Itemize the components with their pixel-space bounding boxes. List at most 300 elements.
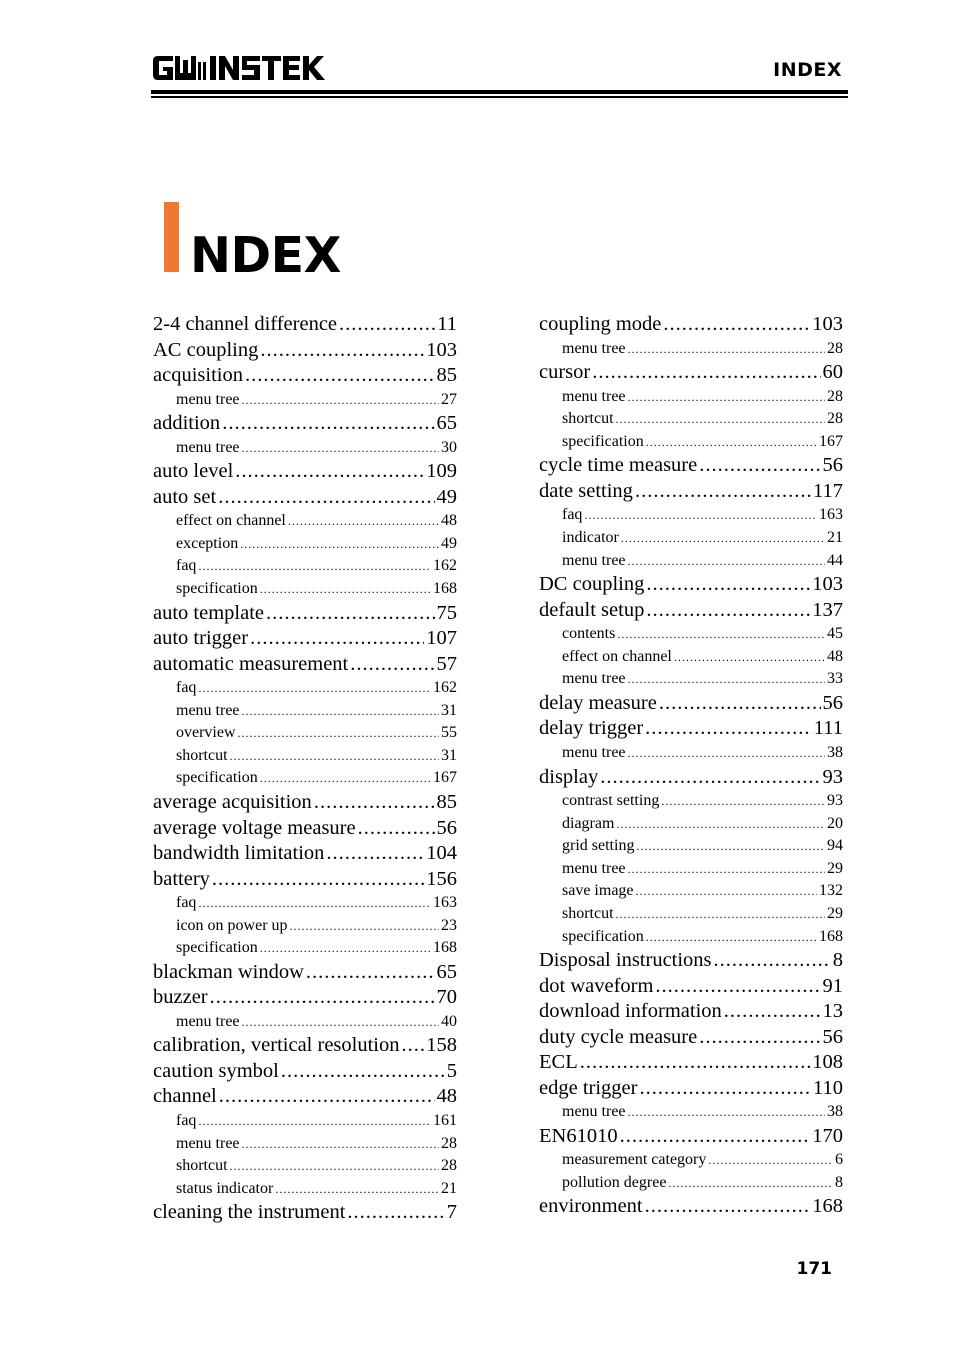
index-term: DC coupling [539, 573, 645, 596]
page-reference: 29 [827, 905, 843, 922]
dot-leader [620, 1124, 811, 1150]
index-entry [153, 312, 457, 338]
page-reference: 11 [437, 313, 457, 335]
index-entry [153, 1200, 457, 1226]
dot-leader [240, 533, 439, 556]
index-entry [539, 691, 843, 717]
index-term: menu tree [176, 438, 240, 456]
dot-leader [275, 1178, 439, 1201]
page-reference: 104 [426, 842, 457, 865]
index-term: date setting [539, 479, 633, 502]
page-reference: 85 [436, 364, 457, 386]
dot-leader [646, 431, 817, 454]
page-reference: 65 [436, 412, 457, 435]
index-subentry [153, 745, 457, 768]
dot-leader [646, 926, 817, 949]
page-reference: 108 [812, 1051, 843, 1074]
page-reference: 56 [822, 454, 843, 477]
dot-leader [260, 338, 424, 364]
page-reference: 91 [822, 974, 843, 997]
page-reference: 156 [426, 867, 457, 890]
index-term: cursor [539, 361, 591, 384]
dot-leader [350, 652, 434, 678]
page-reference: 8 [835, 1173, 843, 1191]
index-term: average acquisition [153, 791, 312, 814]
page-reference: 162 [433, 557, 457, 575]
page-reference: 109 [426, 460, 457, 483]
index-subentry [153, 437, 457, 460]
index-term: menu tree [562, 743, 626, 761]
dot-leader [260, 937, 431, 960]
dot-leader [238, 722, 439, 745]
page-number: 171 [796, 1259, 832, 1279]
page-reference: 29 [827, 859, 843, 877]
index-entry [539, 360, 843, 386]
index-entry [539, 1050, 843, 1076]
dot-leader [242, 700, 439, 723]
page-reference: 65 [436, 960, 457, 983]
index-entry [153, 1033, 457, 1059]
dot-leader [245, 363, 435, 389]
index-term: blackman window [153, 960, 304, 983]
page-reference: 103 [812, 313, 843, 335]
page-reference: 168 [433, 579, 457, 597]
index-entry [539, 479, 843, 505]
dot-leader [401, 1033, 424, 1059]
page-reference: 8 [832, 949, 843, 972]
index-entry [153, 985, 457, 1011]
section-title: INDEX [773, 59, 842, 81]
page-reference: 107 [426, 627, 457, 650]
page-reference: 27 [441, 390, 457, 408]
index-subentry [539, 1149, 843, 1172]
index-entry [539, 1025, 843, 1051]
dot-leader [260, 578, 431, 601]
index-term: cleaning the instrument [153, 1201, 346, 1224]
index-term: specification [176, 769, 258, 787]
dot-leader [628, 338, 825, 361]
index-subentry [539, 790, 843, 813]
index-term: calibration, vertical resolution [153, 1034, 400, 1057]
index-term: overview [176, 724, 236, 742]
gw-instek-logo [153, 56, 325, 82]
dot-leader [628, 550, 825, 573]
index-term: menu tree [176, 701, 240, 719]
index-subentry [539, 646, 843, 669]
index-subentry [539, 431, 843, 454]
dot-leader [288, 510, 439, 533]
dot-leader [242, 437, 439, 460]
page-reference: 40 [441, 1012, 457, 1030]
page-reference: 28 [827, 339, 843, 357]
dot-leader [230, 1155, 439, 1178]
dot-leader [281, 1059, 445, 1085]
dot-leader [600, 765, 820, 791]
page-reference: 28 [441, 1134, 457, 1152]
index-term: default setup [539, 598, 645, 621]
index-term: EN61010 [539, 1124, 618, 1147]
dot-leader [580, 1050, 811, 1076]
index-term: menu tree [562, 339, 626, 357]
index-subentry [539, 926, 843, 949]
dot-leader [347, 1200, 444, 1226]
index-subentry [539, 813, 843, 836]
dot-leader [645, 1194, 811, 1220]
index-term: channel [153, 1085, 217, 1108]
page-reference: 117 [813, 479, 843, 502]
index-subentry [539, 527, 843, 550]
page-reference: 33 [827, 670, 843, 688]
dot-leader [668, 1172, 833, 1195]
page-reference: 161 [433, 1111, 457, 1129]
dot-leader [628, 668, 825, 691]
index-subentry [539, 1101, 843, 1124]
index-entry [153, 1059, 457, 1085]
dot-leader [636, 880, 817, 903]
page-reference: 44 [827, 551, 843, 569]
page-reference: 132 [819, 882, 843, 900]
index-subentry [539, 623, 843, 646]
page-reference: 49 [436, 485, 457, 508]
dot-leader [661, 790, 825, 813]
dot-leader [628, 742, 825, 765]
index-entry [153, 790, 457, 816]
index-subentry [153, 915, 457, 938]
index-entry [539, 974, 843, 1000]
dot-leader [621, 527, 825, 550]
index-subentry [539, 880, 843, 903]
dot-leader [659, 691, 821, 717]
index-term: addition [153, 412, 221, 435]
index-subentry [153, 510, 457, 533]
dot-leader [198, 677, 431, 700]
index-term: auto level [153, 460, 234, 483]
page-reference: 6 [835, 1151, 843, 1169]
page-reference: 20 [827, 814, 843, 832]
page-reference: 167 [819, 432, 843, 450]
page-reference: 56 [822, 691, 843, 714]
header-rule-thin [151, 96, 848, 98]
page-reference: 31 [441, 746, 457, 764]
page-reference: 168 [433, 939, 457, 957]
page-reference: 162 [433, 679, 457, 697]
dot-leader [616, 408, 825, 431]
index-term: faq [562, 506, 583, 524]
dot-leader [266, 601, 435, 627]
index-term: delay trigger [539, 717, 644, 740]
index-subentry [539, 858, 843, 881]
index-term: 2-4 channel difference [153, 313, 338, 335]
index-entry [153, 601, 457, 627]
index-subentry [153, 1178, 457, 1201]
index-term: menu tree [176, 1012, 240, 1030]
dot-leader [645, 716, 812, 742]
index-subentry [153, 722, 457, 745]
index-entry [153, 1084, 457, 1110]
dot-leader [699, 1025, 820, 1051]
index-term: duty cycle measure [539, 1025, 698, 1048]
dot-leader [290, 915, 439, 938]
page-reference: 28 [827, 387, 843, 405]
dot-leader [339, 312, 435, 338]
page-reference: 48 [441, 512, 457, 530]
index-subentry [153, 1155, 457, 1178]
index-term: grid setting [562, 837, 635, 855]
dot-leader [628, 858, 825, 881]
dot-leader [230, 745, 439, 768]
dot-leader [635, 479, 811, 505]
dot-leader [210, 985, 435, 1011]
dot-leader [306, 960, 435, 986]
page-reference: 5 [446, 1059, 457, 1082]
index-term: menu tree [562, 551, 626, 569]
index-entry [153, 485, 457, 511]
dot-leader [219, 1084, 435, 1110]
dot-leader [636, 835, 825, 858]
dot-leader [326, 841, 424, 867]
index-term: average voltage measure [153, 816, 356, 839]
index-term: shortcut [562, 905, 614, 922]
page-reference: 60 [822, 361, 843, 384]
dot-leader [646, 598, 810, 624]
index-entry [539, 1194, 843, 1220]
index-term: acquisition [153, 364, 243, 386]
page-reference: 55 [441, 724, 457, 742]
index-subentry [153, 555, 457, 578]
index-subentry [153, 677, 457, 700]
index-term: faq [176, 1111, 197, 1129]
page-reference: 7 [446, 1201, 457, 1224]
index-subentry [153, 1110, 457, 1133]
dot-leader [639, 1076, 811, 1102]
dot-leader [222, 411, 434, 437]
dot-leader [235, 459, 424, 485]
index-term: menu tree [562, 1103, 626, 1121]
page-reference: 85 [436, 791, 457, 814]
dot-leader [616, 813, 825, 836]
index-subentry [153, 700, 457, 723]
page-reference: 110 [813, 1076, 843, 1099]
page-reference: 13 [822, 1000, 843, 1023]
index-term: status indicator [176, 1179, 274, 1197]
index-term: icon on power up [176, 916, 288, 934]
index-subentry [539, 386, 843, 409]
page-reference: 168 [819, 927, 843, 945]
dot-leader [674, 646, 825, 669]
page-reference: 158 [426, 1034, 457, 1057]
index-subentry [153, 937, 457, 960]
index-subentry [153, 1133, 457, 1156]
page-reference: 70 [436, 986, 457, 1009]
index-entry [539, 1076, 843, 1102]
index-term: faq [176, 679, 197, 697]
index-entry [153, 816, 457, 842]
page-reference: 137 [812, 598, 843, 621]
index-term: menu tree [562, 387, 626, 405]
index-subentry [539, 742, 843, 765]
page-reference: 21 [827, 528, 843, 546]
page-reference: 28 [441, 1157, 457, 1175]
dot-leader [198, 555, 431, 578]
index-entry [539, 453, 843, 479]
index-subentry [539, 668, 843, 691]
title-initial-bar [164, 202, 179, 272]
dot-leader [218, 485, 434, 511]
index-term: ECL [539, 1051, 578, 1074]
dot-leader [628, 1101, 825, 1124]
dot-leader [708, 1149, 833, 1172]
index-entry [539, 598, 843, 624]
index-entry [539, 716, 843, 742]
index-term: bandwidth limitation [153, 842, 325, 865]
index-entry [153, 867, 457, 893]
index-term: caution symbol [153, 1059, 279, 1082]
index-term: download information [539, 1000, 722, 1023]
index-term: effect on channel [176, 512, 286, 530]
index-entry [153, 960, 457, 986]
index-term: indicator [562, 528, 619, 546]
index-entry [153, 626, 457, 652]
index-term: AC coupling [153, 338, 259, 361]
dot-leader [358, 816, 435, 842]
index-term: faq [176, 894, 197, 912]
page-reference: 23 [441, 916, 457, 934]
index-subentry [539, 550, 843, 573]
dot-leader [663, 312, 810, 338]
index-term: shortcut [176, 1157, 228, 1175]
index-term: menu tree [562, 670, 626, 688]
page-title: NDEX [190, 227, 341, 284]
page-reference: 56 [822, 1025, 843, 1048]
index-term: display [539, 765, 599, 788]
dot-leader [724, 999, 821, 1025]
page-reference: 57 [436, 652, 457, 675]
page-reference: 103 [426, 338, 457, 361]
index-term: Disposal instructions [539, 949, 712, 972]
page-reference: 93 [822, 765, 843, 788]
page-reference: 31 [441, 701, 457, 719]
index-entry [153, 363, 457, 389]
dot-leader [242, 1133, 439, 1156]
index-term: menu tree [562, 859, 626, 877]
index-subentry [539, 835, 843, 858]
index-term: cycle time measure [539, 454, 698, 477]
index-entry [539, 312, 843, 338]
index-term: auto trigger [153, 627, 249, 650]
index-term: auto template [153, 601, 264, 624]
index-subentry [539, 504, 843, 527]
page-reference: 75 [436, 601, 457, 624]
index-term: measurement category [562, 1151, 707, 1169]
page-reference: 48 [436, 1085, 457, 1108]
index-term: coupling mode [539, 313, 662, 335]
index-subentry [539, 408, 843, 431]
index-term: buzzer [153, 986, 208, 1009]
index-entry [539, 999, 843, 1025]
dot-leader [250, 626, 424, 652]
dot-leader [242, 389, 439, 412]
dot-leader [584, 504, 817, 527]
index-column-right [539, 312, 843, 1220]
index-term: battery [153, 867, 210, 890]
page-reference: 45 [827, 625, 843, 643]
index-term: specification [562, 432, 644, 450]
index-entry [153, 338, 457, 364]
index-entry [153, 841, 457, 867]
index-subentry [153, 389, 457, 412]
index-term: edge trigger [539, 1076, 638, 1099]
page-reference: 93 [827, 792, 843, 810]
index-term: shortcut [562, 410, 614, 428]
page-reference: 30 [441, 438, 457, 456]
index-term: effect on channel [562, 647, 672, 665]
index-entry [153, 652, 457, 678]
index-term: specification [562, 927, 644, 945]
page-reference: 49 [441, 534, 457, 552]
index-term: menu tree [176, 390, 240, 408]
index-entry [539, 948, 843, 974]
dot-leader [714, 948, 831, 974]
page-reference: 170 [812, 1124, 843, 1147]
index-subentry [153, 767, 457, 790]
index-term: contents [562, 625, 616, 643]
index-subentry [539, 1172, 843, 1195]
page-reference: 94 [827, 837, 843, 855]
index-subentry [539, 338, 843, 361]
page-reference: 168 [812, 1195, 843, 1218]
index-column-left [153, 312, 457, 1226]
dot-leader [592, 360, 820, 386]
index-term: save image [562, 882, 634, 900]
index-term: diagram [562, 814, 615, 832]
index-term: faq [176, 557, 197, 575]
page-reference: 167 [433, 769, 457, 787]
page-reference: 103 [812, 573, 843, 596]
page-reference: 56 [436, 816, 457, 839]
page-reference: 38 [827, 1103, 843, 1121]
index-subentry [539, 903, 843, 926]
page-reference: 163 [819, 506, 843, 524]
index-entry [539, 765, 843, 791]
index-subentry [153, 1011, 457, 1034]
index-term: delay measure [539, 691, 657, 714]
index-term: dot waveform [539, 974, 654, 997]
dot-leader [212, 867, 424, 893]
dot-leader [198, 892, 431, 915]
dot-leader [198, 1110, 431, 1133]
page-reference: 38 [827, 743, 843, 761]
page-reference: 28 [827, 410, 843, 428]
page-reference: 163 [433, 894, 457, 912]
dot-leader [314, 790, 435, 816]
dot-leader [646, 572, 810, 598]
dot-leader [242, 1011, 439, 1034]
dot-leader [617, 623, 825, 646]
index-entry [153, 411, 457, 437]
dot-leader [699, 453, 820, 479]
index-term: automatic measurement [153, 652, 349, 675]
dot-leader [628, 386, 825, 409]
index-term: environment [539, 1195, 643, 1218]
index-term: specification [176, 939, 258, 957]
index-term: contrast setting [562, 792, 660, 810]
index-term: auto set [153, 485, 217, 508]
index-subentry [153, 892, 457, 915]
dot-leader [616, 903, 825, 926]
index-term: exception [176, 534, 239, 552]
index-entry [539, 1124, 843, 1150]
index-term: shortcut [176, 746, 228, 764]
